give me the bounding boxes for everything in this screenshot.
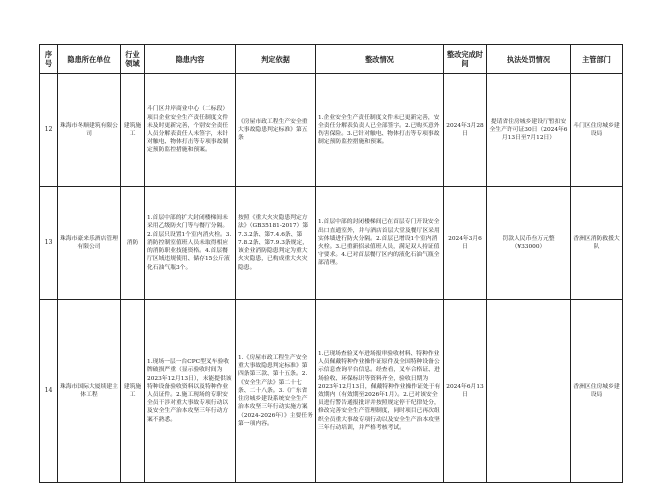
row-rectify: 1.企业安全生产责任制度文件未已更新完善，安全责任分解表负责人已全部签字。2.已购买意外伤害保险。3.已针对触电、物体打击等专项事故制定预防监控措施和预案。: [316, 74, 444, 187]
row-date: 2024年3月6日: [444, 187, 487, 300]
header-date: 整改完成时间: [444, 45, 487, 74]
row-rectify: 1.已现场查验叉车进场报审验收材料、特种作业人员佩戴特种作业操作证原件及全国特种设备公示信息查询平台信息。经查看，叉车合格证、进场验收、环保标识等资料齐全，验收日期为2023年12月13日，佩戴特种作业操作证处于有效期内（有效期至2026年1月）。2.已对该安全员进行警告通报批评并按照规定停干纪律处分，修改完善安全生产管理制度，同时项目已再次组织全员重大事故专项行动以及安全生产治本攻坚三年行动培训，并严格考核考试。: [316, 300, 444, 483]
row-date: 2024年3月28日: [444, 74, 487, 187]
header-industry: 行业领域: [121, 45, 145, 74]
row-penalty: 提请省住房城乡建设厅暂扣安全生产许可证30日（2024年6月13日至7月12日）: [487, 74, 571, 187]
header-rectify: 整改情况: [316, 45, 444, 74]
row-date: 2024年6月13日: [444, 300, 487, 483]
row-industry: 建筑施工: [121, 74, 145, 187]
row-penalty: 罚款人民币叁万元整（¥33000）: [487, 187, 571, 300]
header-row: [40, 45, 623, 74]
header-no: 序号: [40, 45, 58, 74]
row-content: 1.现场一层一台CPC型叉车验收牌破损严重（显示验收时间为2023年12月13日），未能提供该特种设备验收资料以及特种作业人员证件。2.施工现场的专职安全员干涉对重大事故专项行动以及安全生产治本攻坚三年行动方案不熟悉。: [145, 300, 236, 483]
header-content: 隐患内容: [145, 45, 236, 74]
row-no: 14: [40, 300, 58, 483]
row-rectify: 1.首层中部的封闭楼梯间已在首层专门开设安全出口直通室外，并与酒店首层大堂及餐厅区采用实体墙进行防火分隔。2.首层已增设1个室内消火栓。3.已重新招录值班人员，满足双人持证值守要求。4.已对首层餐厅区内的液化石油气瓶全部清理。: [316, 187, 444, 300]
table-row: [40, 187, 623, 300]
hazard-table: [39, 44, 623, 483]
row-dept: 香洲区住房城乡建设局: [571, 300, 623, 483]
header-penalty: 执法处罚情况: [487, 45, 571, 74]
row-industry: 建筑施工: [121, 300, 145, 483]
row-content: 斗门区井岸商业中心（二标段）项目企业安全生产责任制度文件未及时更新完善，个别安全责任人员分解表责任人未签字，未针对触电、物体打击等专项事故制定预防监控措施和预案。: [145, 74, 236, 187]
row-dept: 斗门区住房城乡建设局: [571, 74, 623, 187]
row-unit: 珠海市国际大厦续建主体工程: [58, 300, 121, 483]
header-dept: 主管部门: [571, 45, 623, 74]
row-unit: 珠海市豪来乐酒店管理有限公司: [58, 187, 121, 300]
row-unit: 珠海市冬顺建筑有限公司: [58, 74, 121, 187]
row-no: 12: [40, 74, 58, 187]
table-row: [40, 74, 623, 187]
header-unit: 隐患所在单位: [58, 45, 121, 74]
row-no: 13: [40, 187, 58, 300]
row-dept: 香洲区消防救援大队: [571, 187, 623, 300]
row-basis: 1.《房屋市政工程生产安全重大事故隐患判定标准》第四条第三款、第十五条。2.《安全生产法》第二十七条、二十八条。3.《广东省住房城乡建设系统安全生产治本攻坚三年行动实施方案（2024-2026年）》主要任务第一项内容。: [236, 300, 316, 483]
table-header: [40, 45, 623, 74]
table-row: [40, 300, 623, 483]
row-industry: 消防: [121, 187, 145, 300]
row-basis: 《房屋市政工程生产安全重大事故隐患判定标准》第五条: [236, 74, 316, 187]
row-penalty: [487, 300, 571, 483]
row-basis: 按照《重大火灾隐患判定方法》（GB35181-2017）第7.3.2条、第7.4.6条、第7.8.2条、第7.9.3条规定，该企业消防隐患判定为重大火灾隐患，已构成重大火灾隐患。: [236, 187, 316, 300]
row-content: 1.首层中部的扩大封闭楼梯间未采用乙级防火门等与餐厅分隔。2.首层只设置1个室内消火栓。3.消防控制室值班人员未取得相应的消防职业技能资格。4.首层餐厅区域违规使用、储存15公斤液化石油气瓶3个。: [145, 187, 236, 300]
header-basis: 判定依据: [236, 45, 316, 74]
